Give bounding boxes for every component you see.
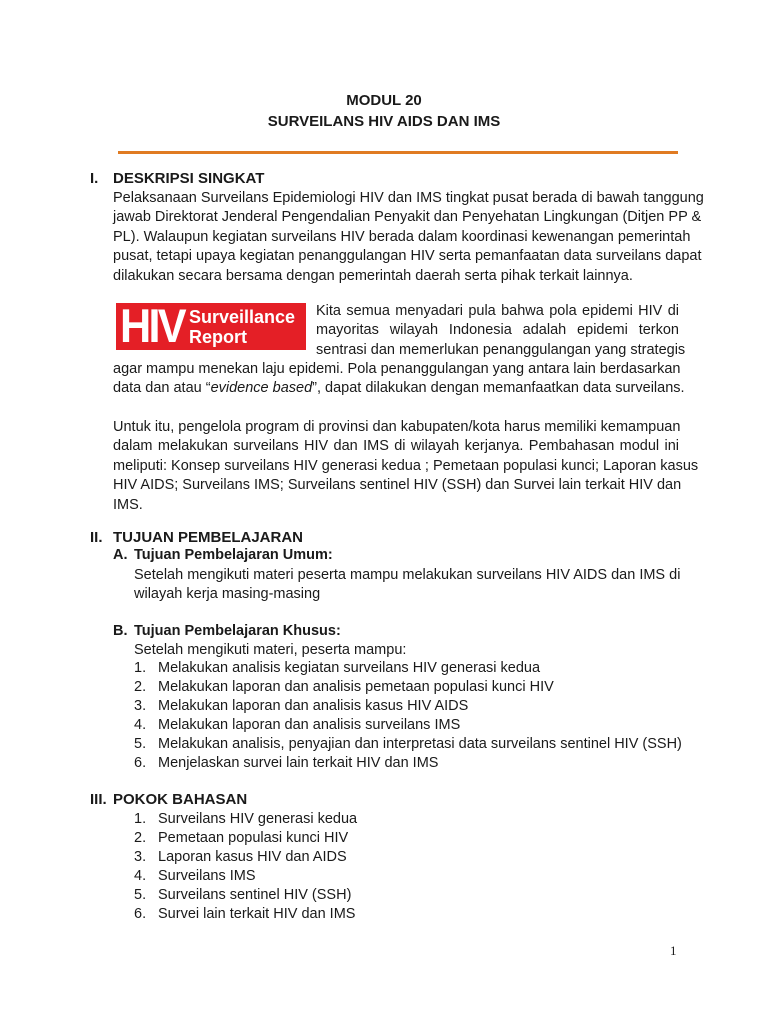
hiv-surveillance-report-logo (116, 299, 306, 352)
subsection-b-heading: Tujuan Pembelajaran Khusus: (134, 623, 341, 639)
item-number: 3. (134, 849, 147, 865)
section-1-paragraph-1 (113, 189, 704, 286)
subsection-a-heading: Tujuan Pembelajaran Umum: (134, 547, 333, 563)
logo-surveillance-text: Surveillance (189, 307, 296, 327)
list-item (134, 659, 682, 678)
text-line: Setelah mengikuti materi peserta mampu melakukan surveilans HIV AIDS dan IMS di (134, 567, 681, 583)
item-number: 2. (134, 679, 147, 695)
section-1-paragraph-2 (113, 360, 685, 399)
list-item (134, 829, 357, 848)
subsection-b-letter: B. (113, 623, 128, 639)
item-number: 1. (134, 660, 147, 676)
item-text: Melakukan laporan dan analisis surveilans IMS (158, 717, 461, 733)
text-line: meliputi: Konsep surveilans HIV generasi kedua ; Pemetaan populasi kunci; Laporan kasus (113, 457, 699, 474)
text-line (113, 379, 685, 398)
text-line: Pelaksanaan Surveilans Epidemiologi HIV dan IMS tingkat pusat berada di bawah tanggung (113, 190, 704, 206)
section-1-heading: DESKRIPSI SINGKAT (113, 170, 265, 187)
list-item (134, 886, 357, 905)
list-item (134, 848, 357, 867)
item-text: Surveilans sentinel HIV (SSH) (158, 887, 352, 903)
item-text: Surveilans HIV generasi kedua (158, 811, 358, 827)
text-line: Kita semua menyadari pula bahwa pola epidemi HIV di (316, 303, 679, 319)
list-item (134, 716, 682, 735)
list-item (134, 697, 682, 716)
section-3-number: III. (90, 791, 107, 808)
logo-report-text: Report (189, 327, 247, 347)
module-subtitle: SURVEILANS HIV AIDS DAN IMS (267, 113, 501, 130)
section-3-heading: POKOK BAHASAN (113, 791, 248, 808)
text-run: data dan atau “ (113, 380, 211, 397)
item-text: Pemetaan populasi kunci HIV (158, 830, 349, 846)
item-number: 6. (134, 755, 147, 771)
item-number: 6. (134, 906, 147, 922)
section-2-number: II. (90, 529, 103, 546)
learning-objectives-list (134, 659, 682, 773)
item-number: 4. (134, 717, 147, 733)
list-item (134, 678, 682, 697)
page-number: 1 (670, 943, 677, 958)
section-1-paragraph-2-wrapped (316, 302, 686, 360)
item-text: Melakukan analisis, penyajian dan interpretasi data surveilans sentinel HIV (SSH) (158, 736, 682, 752)
text-line: IMS. (113, 496, 143, 513)
text-line: dalam melakukan surveilans HIV dan IMS di wilayah kerjanya. Pembahasan modul ini (113, 438, 679, 455)
item-number: 5. (134, 887, 147, 903)
section-1-number: I. (90, 170, 99, 187)
item-text: Survei lain terkait HIV dan IMS (158, 906, 356, 922)
section-2-heading: TUJUAN PEMBELAJARAN (113, 529, 304, 546)
item-number: 5. (134, 736, 147, 752)
list-item (134, 810, 357, 829)
title-divider (118, 151, 678, 154)
list-item (134, 905, 357, 924)
item-text: Melakukan laporan dan analisis kasus HIV AIDS (158, 698, 469, 714)
text-line: agar mampu menekan laju epidemi. Pola penanggulangan yang antara lain berdasarkan (113, 361, 681, 377)
topics-list (134, 810, 357, 924)
text-line: PL). Walaupun kegiatan surveilans HIV berada dalam koordinasi kewenangan pemerintah (113, 228, 691, 245)
text-line: wilayah kerja masing-masing (134, 586, 321, 603)
item-number: 2. (134, 830, 147, 846)
section-1-paragraph-3 (113, 418, 699, 515)
text-line: mayoritas wilayah Indonesia adalah epidemi terkon (316, 322, 679, 339)
item-text: Melakukan laporan dan analisis pemetaan populasi kunci HIV (158, 679, 554, 695)
text-line: dilakukan secara bersama dengan pemerintah daerah serta pihak terkait lainnya. (113, 267, 633, 284)
item-text: Surveilans IMS (158, 868, 256, 884)
subsection-b-intro: Setelah mengikuti materi, peserta mampu: (134, 642, 407, 658)
text-line: HIV AIDS; Surveilans IMS; Surveilans sentinel HIV (SSH) dan Survei lain terkait HIV dan (113, 477, 682, 494)
subsection-a-letter: A. (113, 547, 128, 563)
item-text: Melakukan analisis kegiatan surveilans HIV generasi kedua (158, 660, 541, 676)
logo-hiv-text: HIV (120, 299, 184, 352)
item-text: Laporan kasus HIV dan AIDS (158, 849, 347, 865)
subsection-a-text (134, 566, 680, 605)
list-item (134, 754, 682, 773)
text-line: pusat, tetapi upaya kegiatan penanggulangan HIV serta pemanfaatan data surveilans dapat (113, 248, 702, 265)
item-number: 3. (134, 698, 147, 714)
item-text: Menjelaskan survei lain terkait HIV dan IMS (158, 755, 439, 771)
item-number: 4. (134, 868, 147, 884)
text-line: sentrasi dan memerlukan penanggulangan yang strategis (316, 341, 686, 358)
list-item (134, 735, 682, 754)
list-item (134, 867, 357, 886)
text-line: jawab Direktorat Jenderal Pengendalian Penyakit dan Penyehatan Lingkungan (Ditjen PP & (113, 209, 702, 226)
evidence-based-emphasis: evidence based (210, 380, 313, 397)
text-line: Untuk itu, pengelola program di provinsi dan kabupaten/kota harus memiliki kemampuan (113, 419, 681, 435)
text-run: ”, dapat dilakukan dengan memanfaatkan data surveilans. (312, 380, 685, 397)
item-number: 1. (134, 811, 147, 827)
module-title: MODUL 20 (346, 92, 422, 109)
